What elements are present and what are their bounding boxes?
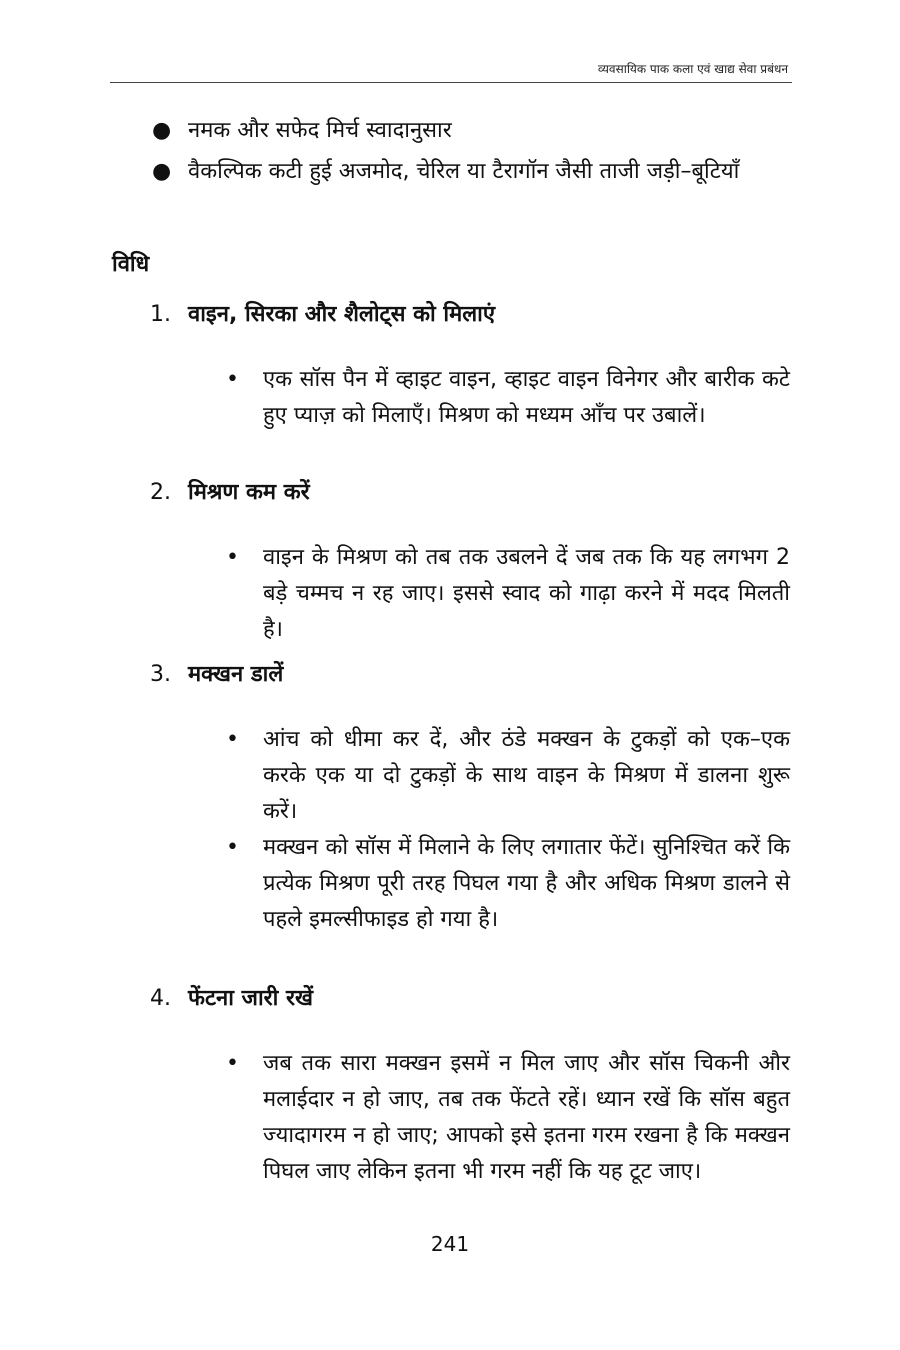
bullet-icon: • [226,367,239,392]
bullet-icon: • [226,1051,239,1076]
step-title [150,982,790,1016]
step-title-text: फेंटना जारी रखें [188,986,313,1011]
step-title [150,476,790,510]
step-bullets [150,722,790,938]
step-number: 4. [150,986,171,1011]
list-item [110,153,790,190]
header-divider [110,82,792,83]
list-item [150,830,790,938]
step-title-text: मिश्रण कम करें [188,480,310,505]
step-bullets [150,362,790,434]
list-item [150,362,790,434]
bullet-text: मक्खन को सॉस में मिलाने के लिए लगातार फेंटें। सुनिश्चित करें कि प्रत्येक मिश्रण पूरी तरह पिघल गया है और अधिक मिश्रण डालने से पहले इमल्सीफाइड हो गया है। [263,835,790,932]
step-title-text: मक्खन डालें [188,662,284,687]
bullet-icon: • [226,545,239,570]
step-3 [150,658,790,938]
list-item [150,540,790,648]
step-title [150,658,790,692]
step-number: 3. [150,662,171,687]
step-number: 1. [150,302,171,327]
bullet-text: जब तक सारा मक्खन इसमें न मिल जाए और सॉस चिकनी और मलाईदार न हो जाए, तब तक फेंटते रहें। ध्यान रखें कि सॉस बहुत ज्यादागरम न हो जाए; आपको इसे इतना गरम रखना है कि मक्खन पिघल जाए लेकिन इतना भी गरम नहीं कि यह टूट जाए। [263,1051,790,1184]
step-bullets [150,1046,790,1190]
bullet-icon: • [226,835,239,860]
list-item [150,722,790,830]
step-4 [150,982,790,1190]
step-bullets [150,540,790,648]
bullet-icon: • [226,727,239,752]
ingredient-text: वैकल्पिक कटी हुई अजमोद, चेरिल या टैरागॉन जैसी ताजी जड़ी–बूटियाँ [188,159,740,184]
ingredient-text: नमक और सफेद मिर्च स्वादानुसार [188,118,452,143]
list-item [150,1046,790,1190]
page-number: 241 [430,1232,470,1256]
bullet-text: वाइन के मिश्रण को तब तक उबलने दें जब तक कि यह लगभग 2 बड़े चम्मच न रह जाए। इससे स्वाद को गाढ़ा करने में मदद मिलती है। [263,545,790,642]
bullet-icon: ● [152,118,172,143]
bullet-text: आंच को धीमा कर दें, और ठंडे मक्खन के टुकड़ों को एक–एक करके एक या दो टुकड़ों के साथ वाइन के मिश्रण में डालना शुरू करें। [263,727,790,824]
bullet-icon: ● [152,159,172,184]
step-2 [150,476,790,648]
list-item [110,112,790,149]
step-number: 2. [150,480,171,505]
bullet-text: एक सॉस पैन में व्हाइट वाइन, व्हाइट वाइन विनेगर और बारीक कटे हुए प्याज़ को मिलाएँ। मिश्रण को मध्यम आँच पर उबालें। [263,367,790,428]
step-1 [150,298,790,434]
section-heading: विधि [112,252,150,277]
ingredient-list [110,112,790,194]
running-header: व्यवसायिक पाक कला एवं खाद्य सेवा प्रबंधन [597,62,788,76]
step-title [150,298,790,332]
step-title-text: वाइन, सिरका और शैलोट्स को मिलाएं [188,302,496,327]
